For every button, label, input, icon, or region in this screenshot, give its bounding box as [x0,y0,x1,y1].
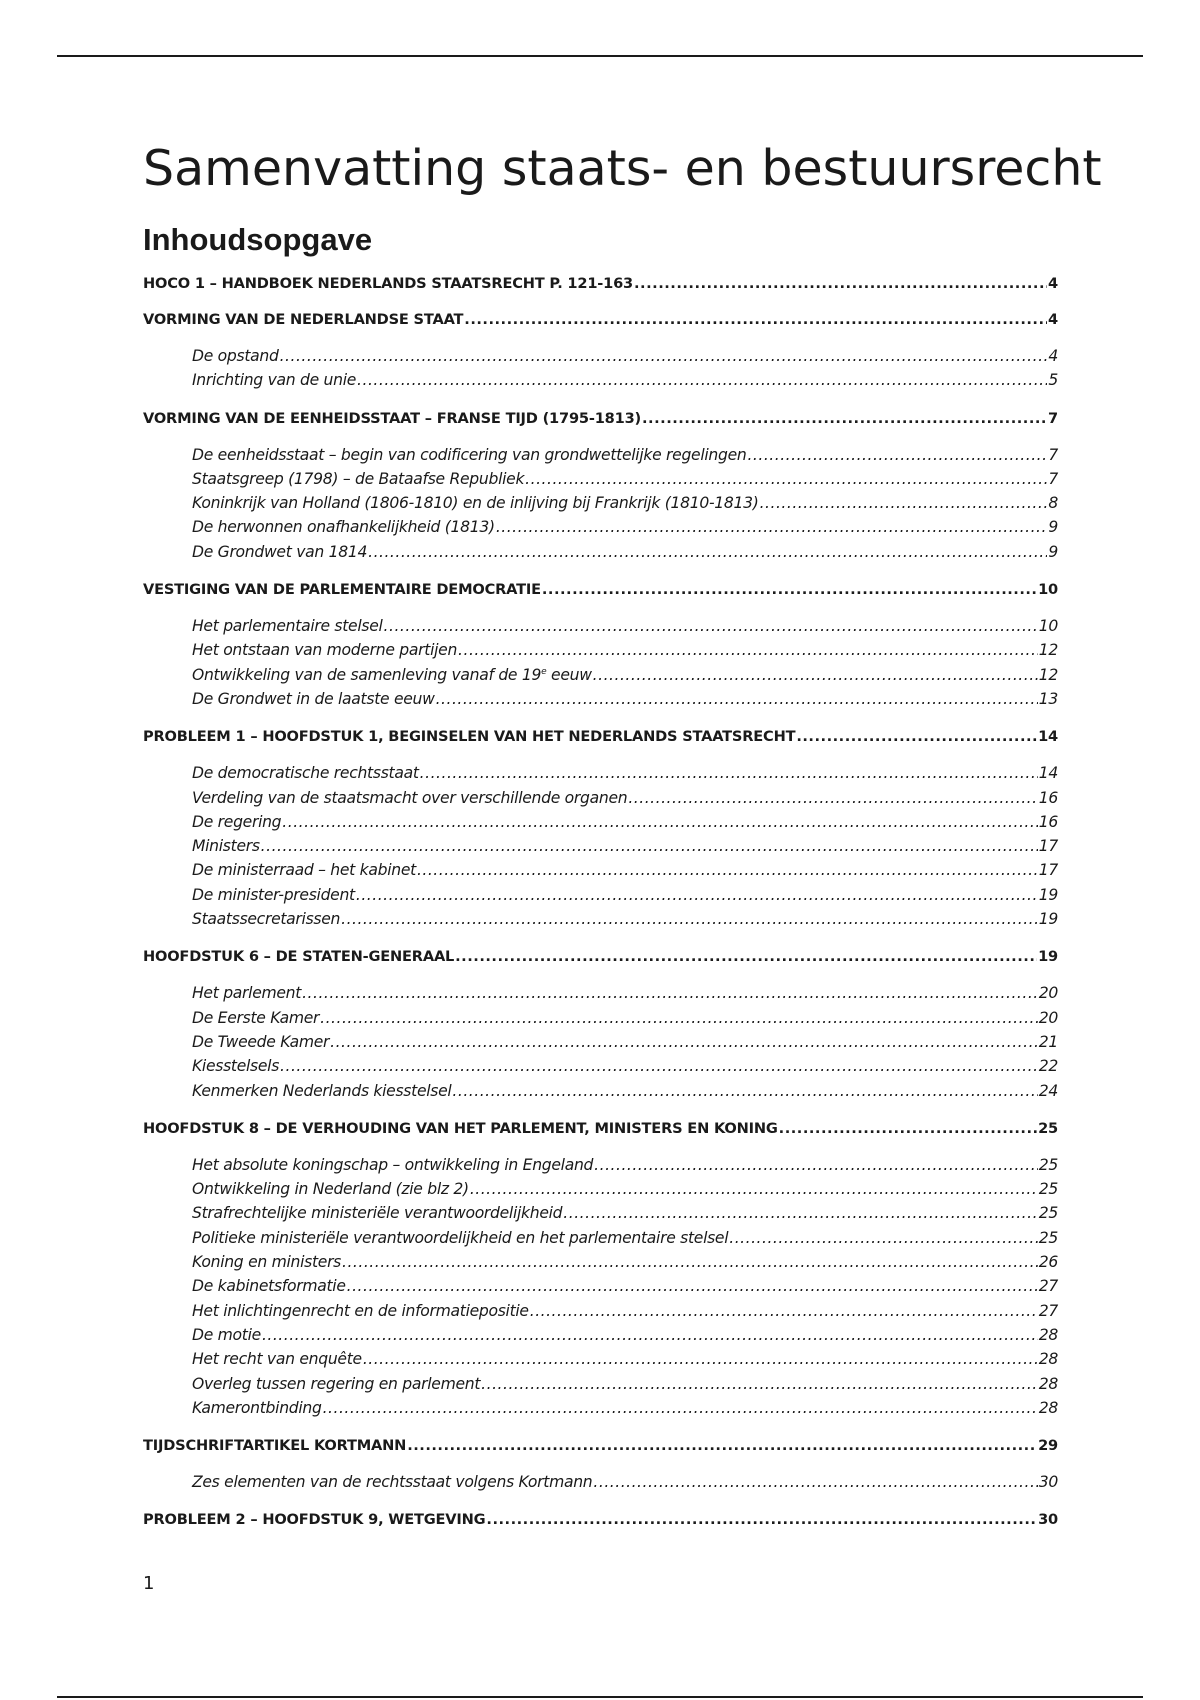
dot-leader [417,861,1038,879]
dot-leader [594,1156,1038,1174]
toc-entry-page: 7 [1048,409,1058,427]
toc-entry-title: De motie [192,1325,261,1344]
toc-subsection-entry[interactable] [143,690,1058,714]
toc-entry-page: 25 [1038,1228,1058,1247]
toc-entry-title: Het recht van enquête [192,1350,362,1369]
toc-entry-title: Overleg tussen regering en parlement [192,1374,481,1393]
toc-entry-title: TIJDSCHRIFTARTIKEL KORTMANN [143,1437,407,1455]
toc-entry-page: 10 [1038,581,1058,599]
dot-leader [323,1399,1038,1417]
toc-entry-page: 7 [1048,469,1058,488]
toc-section [143,728,1058,934]
toc-entry-title: Staatssecretarissen [192,910,341,929]
toc-section [143,1120,1058,1423]
toc-entry-page: 21 [1038,1032,1058,1051]
toc-subsection-entry[interactable] [143,1399,1058,1423]
dot-leader [407,1437,1037,1454]
dot-leader [363,1350,1038,1368]
toc-entry-title: VORMING VAN DE NEDERLANDSE STAAT [143,311,464,328]
toc-entry-page: 28 [1038,1325,1058,1344]
page-number: 1 [143,1573,155,1594]
dot-leader [282,813,1037,831]
dot-leader [261,837,1038,855]
toc-entry-title: De ministerraad – het kabinet [192,861,416,880]
toc-chapter-entry[interactable] [143,728,1058,750]
toc-entry-title: De herwonnen onafhankelijkheid (1813) [192,518,495,537]
document-title: Samenvatting staats- en bestuursrecht [143,140,1102,197]
toc-entry-page: 14 [1038,764,1058,783]
dot-leader [470,1180,1038,1198]
toc-entry-title: Het inlichtingenrecht en de informatiepositie [192,1301,529,1320]
toc-entry-page: 28 [1038,1374,1058,1393]
dot-leader [330,1033,1038,1051]
toc-entry-title: Het parlementaire stelsel [192,617,383,636]
toc-chapter-entry[interactable] [143,948,1058,970]
toc-section [143,581,1058,714]
toc-entry-page: 27 [1038,1277,1058,1296]
toc-subsection-entry[interactable] [143,617,1058,641]
toc-entry-title: Ontwikkeling in Nederland (zie blz 2) [192,1180,469,1199]
toc-section [143,275,1058,297]
toc-subsection-entry[interactable] [143,1302,1058,1326]
toc-entry-page: 19 [1038,885,1058,904]
toc-chapter-entry[interactable] [143,1120,1058,1142]
toc-entry-page: 25 [1038,1180,1058,1199]
toc-entry-page: 5 [1048,371,1058,390]
dot-leader [642,410,1047,427]
dot-leader [796,728,1037,745]
toc-entry-title: VESTIGING VAN DE PARLEMENTAIRE DEMOCRATIE [143,581,541,599]
toc-entry-title: Het ontstaan van moderne partijen [192,641,458,660]
toc-entry-title: Inrichting van de unie [192,371,357,390]
toc-entry-title: De Grondwet in de laatste eeuw [192,689,435,708]
toc-subsection-entry[interactable] [143,1375,1058,1399]
toc-entry-page: 9 [1048,518,1058,537]
dot-leader [481,1375,1038,1393]
toc-heading: Inhoudsopgave [143,222,373,257]
dot-leader [347,1277,1038,1295]
toc-entry-page: 27 [1038,1301,1058,1320]
dot-leader [593,666,1038,684]
toc-entry-title: Het parlement [192,984,302,1003]
dot-leader [320,1009,1038,1027]
toc-entry-page: 26 [1038,1253,1058,1272]
toc-section [143,311,1058,396]
toc-entry-title: Koning en ministers [192,1253,342,1272]
toc-entry-page: 30 [1038,1511,1058,1529]
toc-entry-page: 4 [1048,347,1058,365]
dot-leader [280,1057,1038,1075]
dot-leader [368,543,1047,561]
toc-entry-title: PROBLEEM 1 – HOOFDSTUK 1, BEGINSELEN VAN HET NEDERLANDS STAATSRECHT [143,728,796,746]
dot-leader [458,641,1038,659]
toc-subsection-entry[interactable] [143,1033,1058,1057]
toc-subsection-entry[interactable] [143,1350,1058,1374]
dot-leader [729,1229,1037,1247]
toc-subsection-entry[interactable] [143,518,1058,542]
dot-leader [464,311,1047,328]
toc-subsection-entry[interactable] [143,371,1058,395]
toc-entry-title: De opstand [192,347,279,365]
dot-leader [760,494,1048,512]
toc-subsection-entry[interactable] [143,446,1058,470]
toc-entry-title: De Eerste Kamer [192,1008,320,1027]
toc-entry-page: 25 [1038,1204,1058,1223]
toc-subsection-entry[interactable] [143,1473,1058,1497]
toc-section [143,1511,1058,1533]
dot-leader [525,470,1047,488]
header-rule [57,55,1143,57]
toc-subsection-entry[interactable] [143,641,1058,665]
toc-entry-page: 22 [1038,1057,1058,1076]
toc-entry-page: 4 [1048,311,1058,328]
dot-leader [747,446,1047,464]
dot-leader [486,1511,1037,1528]
toc-entry-page: 19 [1038,910,1058,929]
toc-subsection-entry[interactable] [143,886,1058,910]
toc-chapter-entry[interactable] [143,1437,1058,1459]
toc-entry-title: Ministers [192,837,260,856]
toc-subsection-entry[interactable] [143,1326,1058,1350]
toc-subsection-entry[interactable] [143,764,1058,788]
toc-entry-page: 4 [1048,275,1058,292]
toc-subsection-entry[interactable] [143,910,1058,934]
toc-entry-title: De Tweede Kamer [192,1032,330,1051]
toc-entry-title: De eenheidsstaat – begin van codificering van grondwettelijke regelingen [192,445,747,464]
toc-chapter-entry[interactable] [143,275,1058,297]
toc-entry-page: 24 [1038,1081,1058,1100]
dot-leader [455,948,1037,965]
toc-chapter-entry[interactable] [143,581,1058,603]
toc-subsection-entry[interactable] [143,1180,1058,1204]
toc-entry-page: 28 [1038,1350,1058,1369]
toc-entry-title: Kamerontbinding [192,1398,322,1417]
table-of-contents [143,275,1058,1547]
dot-leader [530,1302,1038,1320]
toc-entry-title: VORMING VAN DE EENHEIDSSTAAT – FRANSE TIJD (1795-1813) [143,409,642,427]
toc-entry-page: 8 [1048,494,1058,513]
toc-entry-title: HOOFDSTUK 6 – DE STATEN-GENERAAL [143,948,455,966]
toc-entry-page: 20 [1038,1008,1058,1027]
toc-entry-title: Het absolute koningschap – ontwikkeling in Engeland [192,1155,594,1174]
toc-subsection-entry[interactable] [143,789,1058,813]
dot-leader [496,518,1048,536]
toc-entry-page: 20 [1038,984,1058,1003]
toc-entry-page: 17 [1038,861,1058,880]
dot-leader [302,984,1038,1002]
dot-leader [262,1326,1038,1344]
toc-subsection-entry[interactable] [143,1057,1058,1081]
toc-entry-page: 17 [1038,837,1058,856]
toc-chapter-entry[interactable] [143,311,1058,333]
toc-entry-page: 10 [1038,617,1058,636]
toc-entry-title: Kenmerken Nederlands kiesstelsel [192,1081,452,1100]
toc-entry-page: 16 [1038,788,1058,807]
toc-subsection-entry[interactable] [143,1277,1058,1301]
dot-leader [628,789,1037,807]
toc-entry-title: Staatsgreep (1798) – de Bataafse Republiek [192,469,525,488]
toc-entry-title: PROBLEEM 2 – HOOFDSTUK 9, WETGEVING [143,1511,486,1529]
toc-entry-page: 28 [1038,1398,1058,1417]
toc-entry-title: Strafrechtelijke ministeriële verantwoordelijkheid [192,1204,563,1223]
toc-entry-title: HOOFDSTUK 8 – DE VERHOUDING VAN HET PARLEMENT, MINISTERS EN KONING [143,1119,778,1137]
toc-subsection-entry[interactable] [143,494,1058,518]
toc-entry-title: Ontwikkeling van de samenleving vanaf de 19e eeuw [192,665,592,684]
toc-section [143,1437,1058,1497]
dot-leader [342,1253,1038,1271]
dot-leader [563,1204,1037,1222]
toc-entry-title: De regering [192,812,282,831]
toc-entry-title: Politieke ministeriële verantwoordelijkheid en het parlementaire stelsel [192,1228,729,1247]
toc-entry-title: Koninkrijk van Holland (1806-1810) en de inlijving bij Frankrijk (1810-1813) [192,494,759,513]
dot-leader [779,1120,1037,1137]
toc-entry-page: 12 [1038,641,1058,660]
toc-subsection-entry[interactable] [143,813,1058,837]
toc-entry-page: 19 [1038,948,1058,966]
toc-subsection-entry[interactable] [143,1253,1058,1277]
toc-entry-page: 12 [1038,665,1058,684]
toc-entry-title: De kabinetsformatie [192,1277,346,1296]
dot-leader [356,886,1038,904]
toc-entry-page: 29 [1038,1437,1058,1455]
toc-subsection-entry[interactable] [143,666,1058,690]
toc-subsection-entry[interactable] [143,1009,1058,1033]
toc-entry-title: De minister-president [192,885,355,904]
toc-entry-title: Zes elementen van de rechtsstaat volgens Kortmann [192,1473,593,1492]
toc-entry-page: 13 [1038,689,1058,708]
toc-entry-page: 25 [1038,1155,1058,1174]
dot-leader [280,347,1048,365]
toc-entry-title: De Grondwet van 1814 [192,542,368,561]
toc-section [143,410,1058,567]
toc-entry-page: 14 [1038,728,1058,746]
toc-entry-page: 9 [1048,542,1058,561]
toc-entry-title: Verdeling van de staatsmacht over verschillende organen [192,788,628,807]
toc-subsection-entry[interactable] [143,984,1058,1008]
toc-entry-title: HOCO 1 – HANDBOEK NEDERLANDS STAATSRECHT P. 121-163 [143,275,634,292]
toc-subsection-entry[interactable] [143,1156,1058,1180]
toc-subsection-entry[interactable] [143,1229,1058,1253]
toc-subsection-entry[interactable] [143,347,1058,371]
toc-entry-title: Kiesstelsels [192,1057,280,1076]
toc-entry-title: De democratische rechtsstaat [192,764,419,783]
dot-leader [384,617,1038,635]
toc-section [143,948,1058,1105]
toc-subsection-entry[interactable] [143,1204,1058,1228]
toc-chapter-entry[interactable] [143,1511,1058,1533]
toc-chapter-entry[interactable] [143,410,1058,432]
toc-subsection-entry[interactable] [143,837,1058,861]
toc-entry-page: 30 [1038,1473,1058,1492]
toc-entry-page: 25 [1038,1119,1058,1137]
footer-rule [57,1696,1143,1698]
dot-leader [341,910,1038,928]
dot-leader [436,690,1038,708]
dot-leader [452,1082,1037,1100]
toc-subsection-entry[interactable] [143,470,1058,494]
toc-subsection-entry[interactable] [143,543,1058,567]
toc-entry-page: 16 [1038,812,1058,831]
dot-leader [542,581,1037,598]
dot-leader [593,1473,1037,1491]
dot-leader [357,371,1047,389]
toc-entry-page: 7 [1048,445,1058,464]
dot-leader [420,764,1038,782]
toc-subsection-entry[interactable] [143,861,1058,885]
toc-subsection-entry[interactable] [143,1082,1058,1106]
dot-leader [634,275,1047,292]
